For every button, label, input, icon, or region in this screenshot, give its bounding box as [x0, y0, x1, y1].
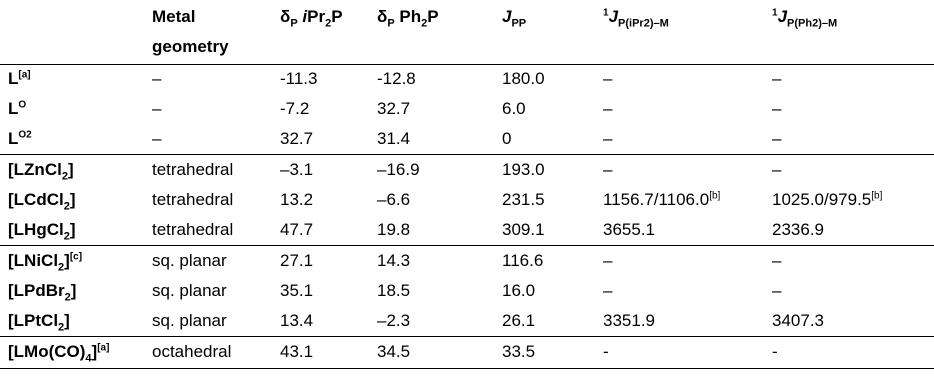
cell-name: [LPtCl$_2$] — [8, 311, 70, 334]
cell-jpp: 6.0 — [502, 99, 526, 118]
cell-d-ipr: 13.4 — [280, 311, 314, 330]
cell-d-ipr: –3.1 — [280, 160, 314, 179]
cell-j-ph: - — [772, 342, 778, 361]
cell-name: [LNiCl$_2$][c] — [8, 251, 83, 274]
table-row — [0, 215, 934, 245]
cell-name: $L^O$ — [8, 99, 27, 118]
table-row — [0, 94, 934, 124]
table-row — [0, 155, 934, 185]
cell-geometry: – — [152, 69, 162, 88]
cell-jpp: 0 — [502, 129, 512, 148]
cell-geometry: octahedral — [152, 342, 232, 361]
cell-j-ph: – — [772, 129, 782, 148]
header-jpp: $J_{PP}$ — [502, 7, 527, 30]
cell-geometry: sq. planar — [152, 251, 227, 270]
table-row — [0, 276, 934, 306]
cell-d-ph: –6.6 — [377, 190, 411, 209]
cell-j-ipr: - — [603, 342, 609, 361]
header-geometry-line2: geometry — [152, 37, 229, 56]
cell-j-ph: – — [772, 69, 782, 88]
header-j-ph-m: $^1J_{P(Ph2)-M}$ — [772, 7, 838, 30]
cell-geometry: tetrahedral — [152, 190, 234, 209]
cell-geometry: – — [152, 99, 162, 118]
cell-jpp: 193.0 — [502, 160, 545, 179]
cell-d-ipr: 13.2 — [280, 190, 314, 209]
cell-geometry: sq. planar — [152, 281, 227, 300]
cell-j-ipr: – — [603, 160, 613, 179]
cell-d-ph: 18.5 — [377, 281, 411, 300]
cell-name: L[a] — [8, 69, 31, 88]
cell-jpp: 309.1 — [502, 220, 545, 239]
cell-j-ipr: – — [603, 69, 613, 88]
cell-j-ph: – — [772, 251, 782, 270]
table-row — [0, 246, 934, 276]
cell-j-ipr: 3655.1 — [603, 220, 655, 239]
cell-geometry: tetrahedral — [152, 160, 234, 179]
table-header — [0, 0, 934, 64]
header-delta-ph: $\delta_P$ $Ph_2P$ — [377, 7, 439, 30]
cell-d-ph: –16.9 — [377, 160, 420, 179]
cell-jpp: 26.1 — [502, 311, 536, 330]
cell-jpp: 33.5 — [502, 342, 536, 361]
cell-name: [LPdBr$_2$] — [8, 281, 77, 304]
cell-j-ipr: – — [603, 99, 613, 118]
bottom-rule — [0, 368, 934, 369]
cell-d-ph: 34.5 — [377, 342, 411, 361]
cell-name: [LCdCl$_2$] — [8, 190, 76, 213]
cell-d-ipr: 47.7 — [280, 220, 314, 239]
cell-j-ph: 1025.0/979.5[b] — [772, 190, 883, 209]
cell-j-ph: 2336.9 — [772, 220, 824, 239]
cell-j-ipr: – — [603, 281, 613, 300]
cell-j-ph: – — [772, 281, 782, 300]
cell-d-ipr: -11.3 — [280, 69, 318, 88]
cell-geometry: – — [152, 129, 162, 148]
cell-j-ph: 3407.3 — [772, 311, 824, 330]
cell-d-ipr: -7.2 — [280, 99, 310, 118]
cell-d-ph: 14.3 — [377, 251, 411, 270]
cell-j-ipr: 3351.9 — [603, 311, 655, 330]
table-row — [0, 306, 934, 336]
cell-d-ipr: 35.1 — [280, 281, 314, 300]
cell-d-ipr: 27.1 — [280, 251, 314, 270]
cell-j-ph: – — [772, 99, 782, 118]
header-j-ipr-m: $^1J_{P(iPr2)-M}$ — [603, 7, 669, 30]
header-delta-ipr: $\delta_P$ iPr$_2$P — [280, 7, 343, 30]
cell-name: [LZnCl$_2$] — [8, 160, 74, 183]
cell-jpp: 231.5 — [502, 190, 545, 209]
cell-j-ipr: 1156.7/1106.0[b] — [603, 190, 721, 209]
cell-jpp: 116.6 — [502, 251, 544, 270]
cell-jpp: 16.0 — [502, 281, 536, 300]
cell-d-ph: –2.3 — [377, 311, 411, 330]
cell-d-ph: 31.4 — [377, 129, 411, 148]
cell-jpp: 180.0 — [502, 69, 545, 88]
cell-d-ipr: 32.7 — [280, 129, 314, 148]
cell-name: [LHgCl$_2$] — [8, 220, 76, 243]
cell-d-ph: 19.8 — [377, 220, 411, 239]
table-row — [0, 337, 934, 367]
cell-d-ph: 32.7 — [377, 99, 411, 118]
table-row — [0, 64, 934, 94]
table-row — [0, 185, 934, 215]
cell-j-ipr: – — [603, 251, 613, 270]
cell-geometry: sq. planar — [152, 311, 227, 330]
cell-name: $[LMo(CO)_4][a]$ — [8, 342, 110, 365]
cell-name: $L^{O2}$ — [8, 129, 32, 148]
cell-geometry: tetrahedral — [152, 220, 234, 239]
cell-d-ph: -12.8 — [377, 69, 416, 88]
table-row — [0, 124, 934, 154]
footnote-cutoff — [0, 370, 934, 380]
cell-d-ipr: 43.1 — [280, 342, 314, 361]
header-geometry-line1: Metal — [152, 7, 196, 26]
cell-j-ipr: – — [603, 129, 613, 148]
cell-j-ph: – — [772, 160, 782, 179]
